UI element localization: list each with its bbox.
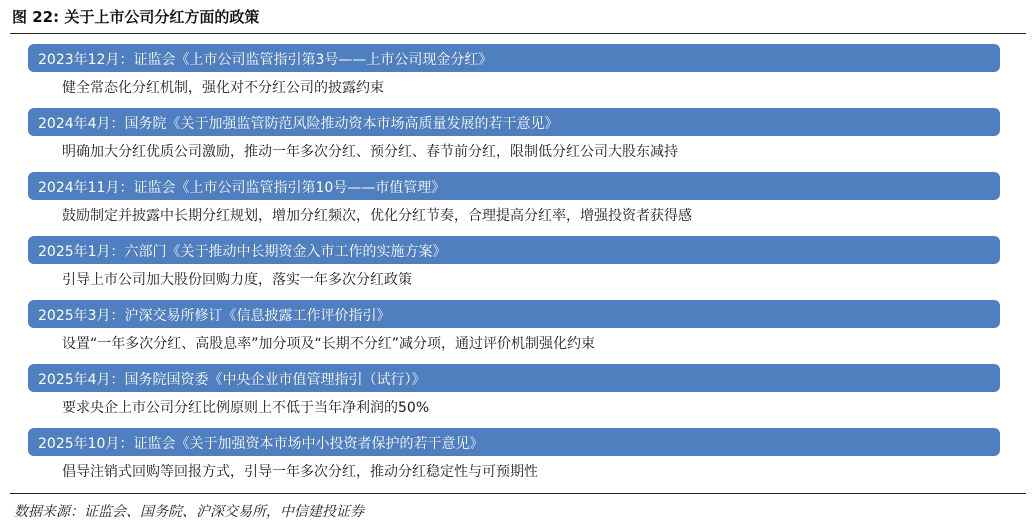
policy-item-2025-01 bbox=[28, 233, 1008, 297]
policy-item-2023-12 bbox=[28, 41, 1008, 105]
policy-detail: 明确加大分红优质公司激励，推动一年多次分红、预分红、春节前分红，限制低分红公司大股东减持 bbox=[62, 144, 678, 160]
policy-header-text: 2024年4月：国务院《关于加强监管防范风险推动资本市场高质量发展的若干意见》 bbox=[38, 116, 559, 132]
policy-header-text: 2024年11月：证监会《上市公司监管指引第10号——市值管理》 bbox=[38, 180, 446, 196]
policy-header-text: 2025年1月：六部门《关于推动中长期资金入市工作的实施方案》 bbox=[38, 244, 447, 260]
policy-header-text: 2025年3月：沪深交易所修订《信息披露工作评价指引》 bbox=[38, 308, 391, 324]
top-divider bbox=[10, 33, 1026, 34]
policy-detail: 引导上市公司加大股份回购力度，落实一年多次分红政策 bbox=[62, 272, 412, 288]
policy-item-2025-10 bbox=[28, 425, 1008, 489]
policy-header-bar bbox=[28, 172, 1000, 200]
figure-title: 图 22: 关于上市公司分红方面的政策 bbox=[12, 8, 260, 26]
policy-item-2024-04 bbox=[28, 105, 1008, 169]
policy-header-text: 2025年10月：证监会《关于加强资本市场中小投资者保护的若干意见》 bbox=[38, 436, 484, 452]
policy-item-2025-03 bbox=[28, 297, 1008, 361]
policy-header-bar bbox=[28, 300, 1000, 328]
source-note: 数据来源：证监会、国务院、沪深交易所，中信建投证券 bbox=[14, 504, 364, 520]
policy-detail: 健全常态化分红机制，强化对不分红公司的披露约束 bbox=[62, 80, 384, 96]
bottom-divider bbox=[10, 493, 1026, 494]
policy-detail: 要求央企上市公司分红比例原则上不低于当年净利润的50% bbox=[62, 400, 430, 416]
policy-list bbox=[28, 41, 1008, 489]
policy-header-bar bbox=[28, 44, 1000, 72]
policy-header-text: 2023年12月：证监会《上市公司监管指引第3号——上市公司现金分红》 bbox=[38, 52, 493, 68]
policy-detail: 倡导注销式回购等回报方式，引导一年多次分红，推动分红稳定性与可预期性 bbox=[62, 464, 538, 480]
policy-item-2024-11 bbox=[28, 169, 1008, 233]
policy-header-bar bbox=[28, 428, 1000, 456]
policy-header-bar bbox=[28, 108, 1000, 136]
policy-header-text: 2025年4月：国务院国资委《中央企业市值管理指引（试行）》 bbox=[38, 372, 426, 388]
policy-header-bar bbox=[28, 236, 1000, 264]
policy-detail: 设置“一年多次分红、高股息率”加分项及“长期不分红”减分项，通过评价机制强化约束 bbox=[62, 336, 596, 352]
policy-item-2025-04 bbox=[28, 361, 1008, 425]
policy-detail: 鼓励制定并披露中长期分红规划，增加分红频次，优化分红节奏，合理提高分红率，增强投资者获得感 bbox=[62, 208, 692, 224]
policy-header-bar bbox=[28, 364, 1000, 392]
